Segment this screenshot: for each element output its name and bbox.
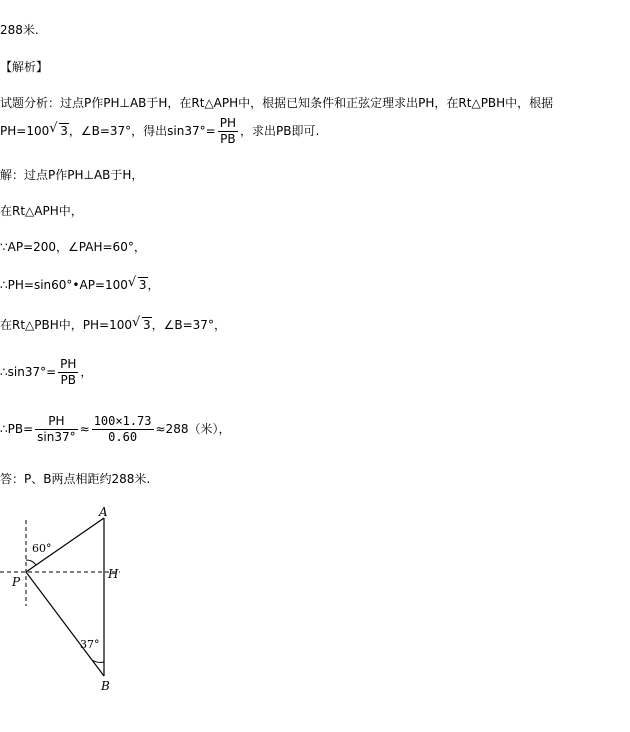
angle-arc-60 bbox=[26, 560, 36, 565]
step5-suffix: ，∠B=37°， bbox=[151, 318, 226, 332]
analysis-ph-prefix: PH=100 bbox=[0, 124, 50, 138]
step7-approx: ≈ bbox=[79, 422, 90, 436]
final-answer: 答：P、B两点相距约288米. bbox=[0, 472, 151, 486]
step5-sqrt: √ 3 bbox=[131, 315, 151, 332]
analysis-sqrt: √ 3 bbox=[49, 121, 68, 138]
step4-prefix: ∴PH=sin60°•AP=100 bbox=[0, 278, 128, 292]
label-H: H bbox=[108, 567, 119, 581]
step6-prefix: ∴sin37°= bbox=[0, 365, 57, 379]
step5-prefix: 在Rt△PBH中，PH=100 bbox=[0, 318, 132, 332]
solution-step-4 bbox=[0, 277, 160, 293]
step7-suffix: ≈288（米）， bbox=[155, 422, 231, 436]
analysis-fraction: $\frac{PH}{PB}$ bbox=[219, 116, 236, 146]
analysis-paragraph-2 bbox=[0, 116, 319, 147]
step7-fraction-1: $\frac{PH}{\sin 37^\circ}$ bbox=[37, 414, 76, 444]
solution-step-1: 解：过点P作PH⊥AB于H， bbox=[0, 168, 144, 182]
angle-label-37: 37° bbox=[80, 638, 100, 651]
label-B: B bbox=[101, 679, 110, 693]
label-A: A bbox=[99, 505, 108, 519]
section-heading: 【解析】 bbox=[0, 60, 49, 74]
step4-sqrt: √ 3 bbox=[127, 275, 147, 292]
step7-fraction-2: $\frac{100\times 1.73}{0.60}$ bbox=[93, 414, 152, 444]
label-P: P bbox=[12, 575, 21, 589]
step6-suffix: ， bbox=[80, 365, 93, 379]
analysis-paragraph-1: 试题分析：过点P作PH⊥AB于H，在Rt△APH中，根据已知条件和正弦定理求出PH，在Rt△PBH中，根据 bbox=[0, 96, 554, 110]
step7-prefix: ∴PB= bbox=[0, 422, 34, 436]
step6-fraction: $\frac{PH}{PB}$ bbox=[60, 357, 77, 387]
geometry-figure bbox=[0, 500, 200, 700]
answer-line: 288米. bbox=[0, 23, 39, 37]
solution-step-6 bbox=[0, 357, 92, 388]
analysis-mid: ，∠B=37°，得出sin37°= bbox=[68, 124, 216, 138]
analysis-suffix: ，求出PB即可. bbox=[239, 124, 320, 138]
solution-step-5 bbox=[0, 317, 226, 333]
solution-step-2: 在Rt△APH中， bbox=[0, 204, 83, 218]
solution-step-3: ∵AP=200，∠PAH=60°， bbox=[0, 240, 146, 254]
solution-step-7 bbox=[0, 414, 230, 445]
step4-suffix: ， bbox=[147, 278, 160, 292]
angle-label-60: 60° bbox=[32, 542, 52, 555]
